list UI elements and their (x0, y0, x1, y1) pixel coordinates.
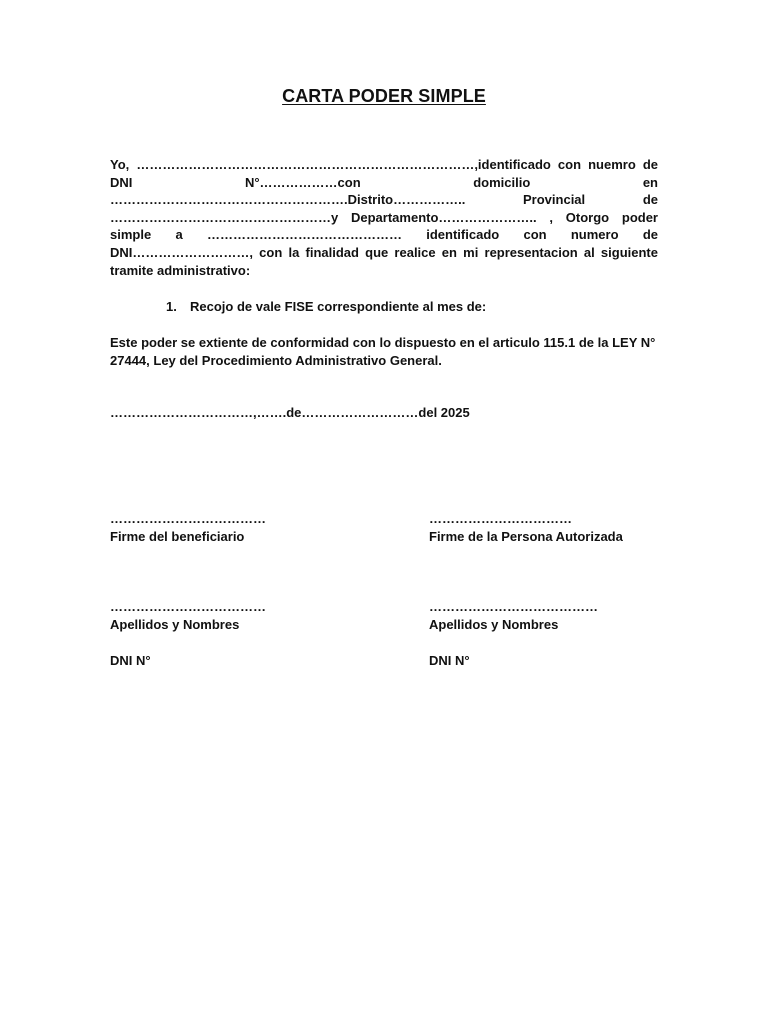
authorized-signature-label: Firme de la Persona Autorizada (429, 529, 623, 544)
authorized-name-label: Apellidos y Nombres (429, 617, 559, 632)
beneficiary-name-line: ……………………………… (110, 599, 266, 614)
list-item (166, 299, 486, 314)
beneficiary-signature-label: Firme del beneficiario (110, 529, 245, 544)
date-line: ……………………………,…….de………………………del 2025 (110, 405, 470, 420)
intro-paragraph: Yo, ……………………………………………………………………,identificado con nuemro de DNI N°………………con domicilio en ……………………………………………….Distrito…………….. Provincial de ……………………………………………y Departamento………………….. , Otorgo poder simple a ……………………………………… identificado con numero de DNI………………………, con la finalidad que realice en mi representacion al siguiente tramite administrativo: (110, 157, 658, 278)
authorized-signature-line: …………………………… (429, 511, 572, 526)
document-title: CARTA PODER SIMPLE (282, 86, 486, 106)
authorized-name-line: ………………………………… (429, 599, 598, 614)
list-item-text: Recojo de vale FISE correspondiente al mes de: (190, 299, 487, 314)
list-item-number: 1. (166, 299, 177, 314)
beneficiary-signature-line: ……………………………… (110, 511, 266, 526)
beneficiary-dni-label: DNI N° (110, 653, 151, 668)
authorized-dni-label: DNI N° (429, 653, 470, 668)
law-paragraph: Este poder se extiente de conformidad con lo dispuesto en el articulo 115.1 de la LEY N° 27444, Ley del Procedimiento Administrativo General. (110, 335, 656, 368)
beneficiary-name-label: Apellidos y Nombres (110, 617, 240, 632)
